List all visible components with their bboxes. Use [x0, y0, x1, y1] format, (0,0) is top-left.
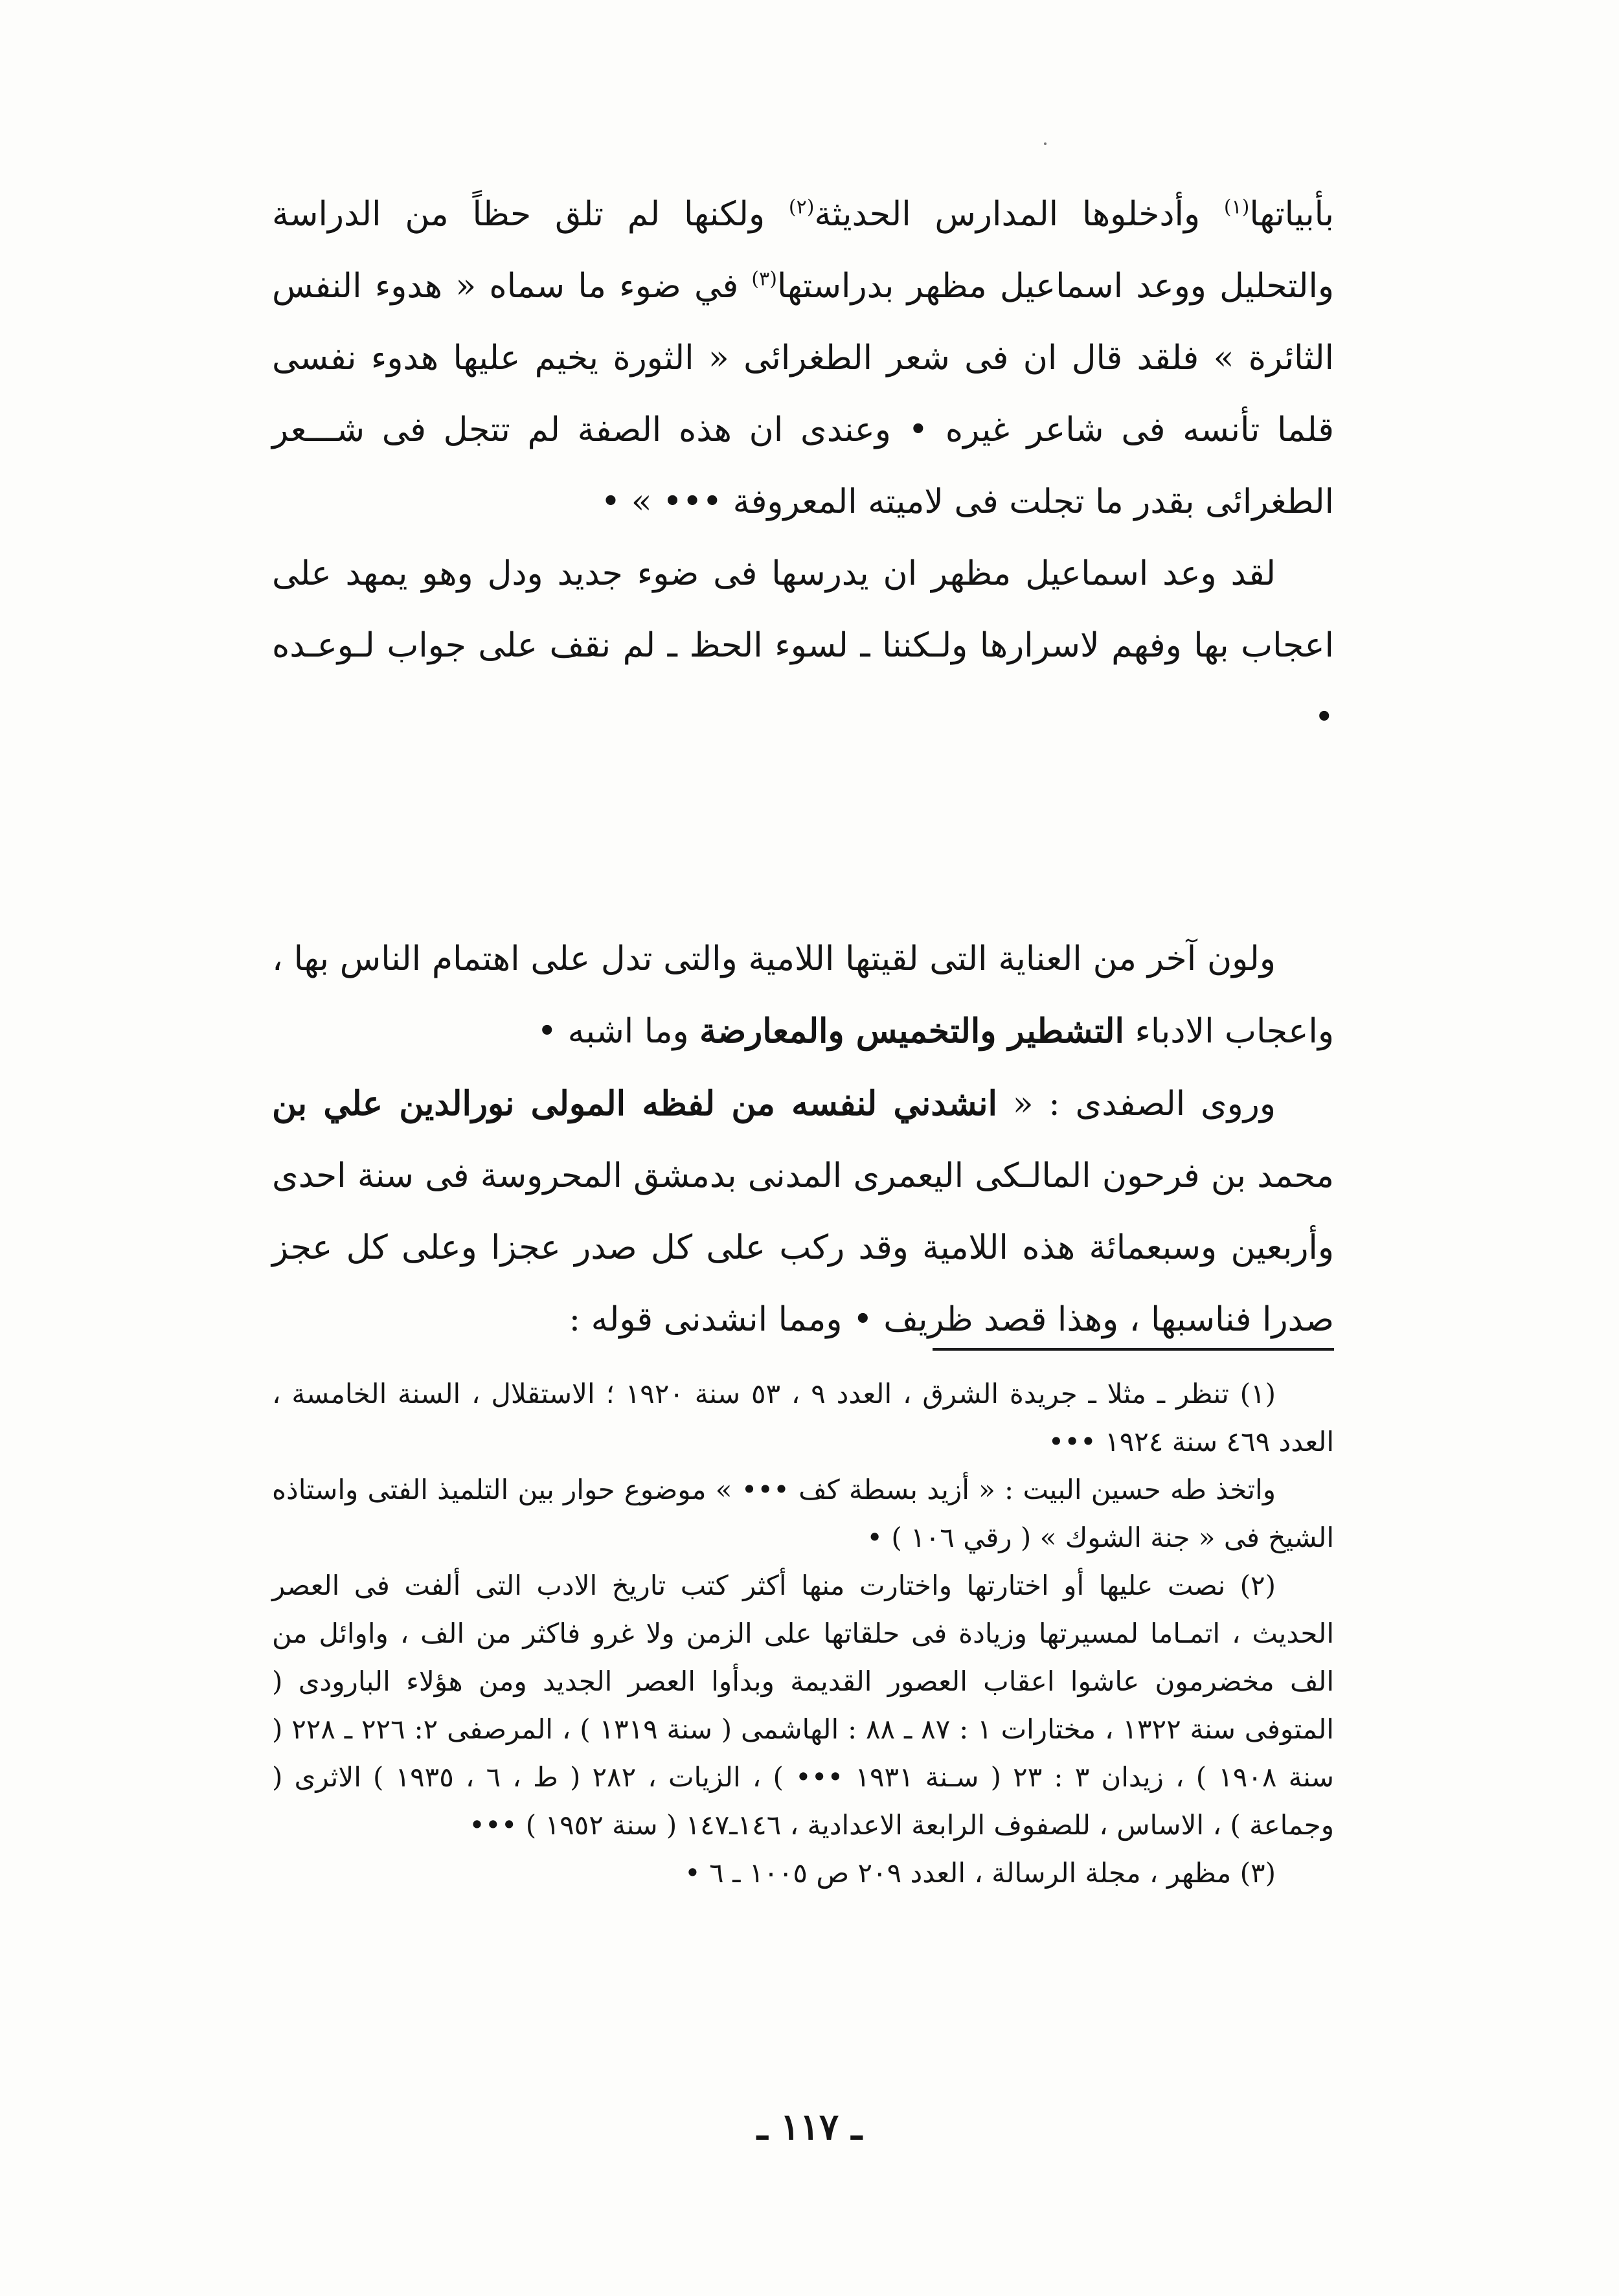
section-1 [272, 179, 1334, 754]
print-speck [1044, 142, 1047, 145]
footnote-2: (٢) نصت عليها أو اختارتها واختارت منها أكثر كتب تاريخ الادب التى ألفت فى العصر الحديث ، اتمـاما لمسيرتها وزيادة فى حلقاتها على الزمن ولا غرو فاكثر من الف ، واوائل من الف مخضرمون عاشوا اعقاب العصور القديمة وبدأوا العصر الجديد ومن هؤلاء البارودى ( المتوفى سنة ١٣٢٢ ، مختارات ١ : ٨٧ ـ ٨٨ : الهاشمى ( سنة ١٣١٩ ) ، المرصفى ٢: ٢٢٦ ـ ٢٢٨ ( سنة ١٩٠٨ ) ، زيدان ٣ : ٢٣ ( سـنة ١٩٣١ ••• ) ، الزيات ، ٢٨٢ ( ط ، ٦ ، ١٩٣٥ ) الاثرى ( وجماعة ) ، الاساس ، للصفوف الرابعة الاعدادية ، ١٤٦ـ١٤٧ ( سنة ١٩٥٢ ) ••• [272, 1570, 1334, 1841]
paragraph-3-bold: التشطير والتخميس والمعارضة [699, 1011, 1124, 1051]
footnote-marker-1: (١) [1223, 196, 1250, 219]
footnote-1-continued: واتخذ طه حسين البيت : « أزيد بسطة كف ••• » موضوع حوار بين التلميذ الفتى واستاذه الشيخ فى « جنة الشوك » ( رقي ١٠٦ ) • [272, 1474, 1334, 1553]
paragraph-1-text-a: بأبياتها [1249, 195, 1334, 234]
footnote-marker-3: (٣) [751, 267, 777, 291]
paragraph-1 [272, 179, 1334, 538]
paragraph-3 [272, 923, 1334, 1068]
section-2 [272, 923, 1334, 1356]
paragraph-4-bold: انشدني لنفسه من لفظه المولى نورالدين علي بن [272, 1084, 997, 1123]
paragraph-3-text-a: ولون آخر من العناية التى لقيتها اللامية والتى تدل على اهتمام الناس بها ، واعجاب الادباء [272, 940, 1334, 1051]
footnote-marker-2: (٢) [788, 196, 815, 219]
paragraph-2: لقد وعد اسماعيل مظهر ان يدرسها فى ضوء جديد ودل وهو يمهد على اعجاب بها وفهم لاسرارها ولـكننا ـ لسوء الحظ ـ لم نقف على جواب لـوعـده • [272, 554, 1334, 737]
paragraph-1-text-c: ولكنها لم تلق حظاً من الدراسة والتحليل ووعد اسماعيل مظهر بدراستها [272, 195, 1335, 306]
paragraph-4 [272, 1068, 1334, 1356]
paragraph-1-text-d: في ضوء ما سماه « هدوء النفس الثائرة » فلقد قال ان فى شعر الطغرائى « الثورة يخيم عليها هدوء نفسى قلما تأنسه فى شاعر غيره • وعندى ان هذه الصفة لم تتجل فى شـــعر الطغرائى بقدر ما تجلت فى لاميته المعروفة ••• » • [272, 267, 1334, 521]
paragraph-4-text-b: محمد بن فرحون المالـكى اليعمرى المدنى بدمشق المحروسة فى سنة احدى وأربعين وسبعمائة هذه اللامية وقد ركب على كل صدر عجزا وعلى كل عجز صدرا فناسبها ، وهذا قصد ظريف • ومما انشدنى قوله : [272, 1156, 1334, 1339]
paragraph-4-text-a: وروى الصفدى : « [997, 1085, 1276, 1123]
footnote-3: (٣) مظهر ، مجلة الرسالة ، العدد ٢٠٩ ص ١٠٠٥ ـ ٦ • [685, 1857, 1276, 1889]
paragraph-3-text-b: وما اشبه • [537, 1012, 700, 1051]
page-number: ـ ١١٧ ـ [756, 2106, 863, 2148]
footnotes [272, 1370, 1334, 1897]
paragraph-1-text-b: وأدخلوها المدارس الحديثة [814, 195, 1224, 234]
footnote-1: (١) تنظر ـ مثلا ـ جريدة الشرق ، العدد ٩ ، ٥٣ سنة ١٩٢٠ ؛ الاستقلال ، السنة الخامسة ، العدد ٤٦٩ سنة ١٩٢٤ ••• [272, 1378, 1334, 1458]
footnote-separator [933, 1348, 1334, 1351]
